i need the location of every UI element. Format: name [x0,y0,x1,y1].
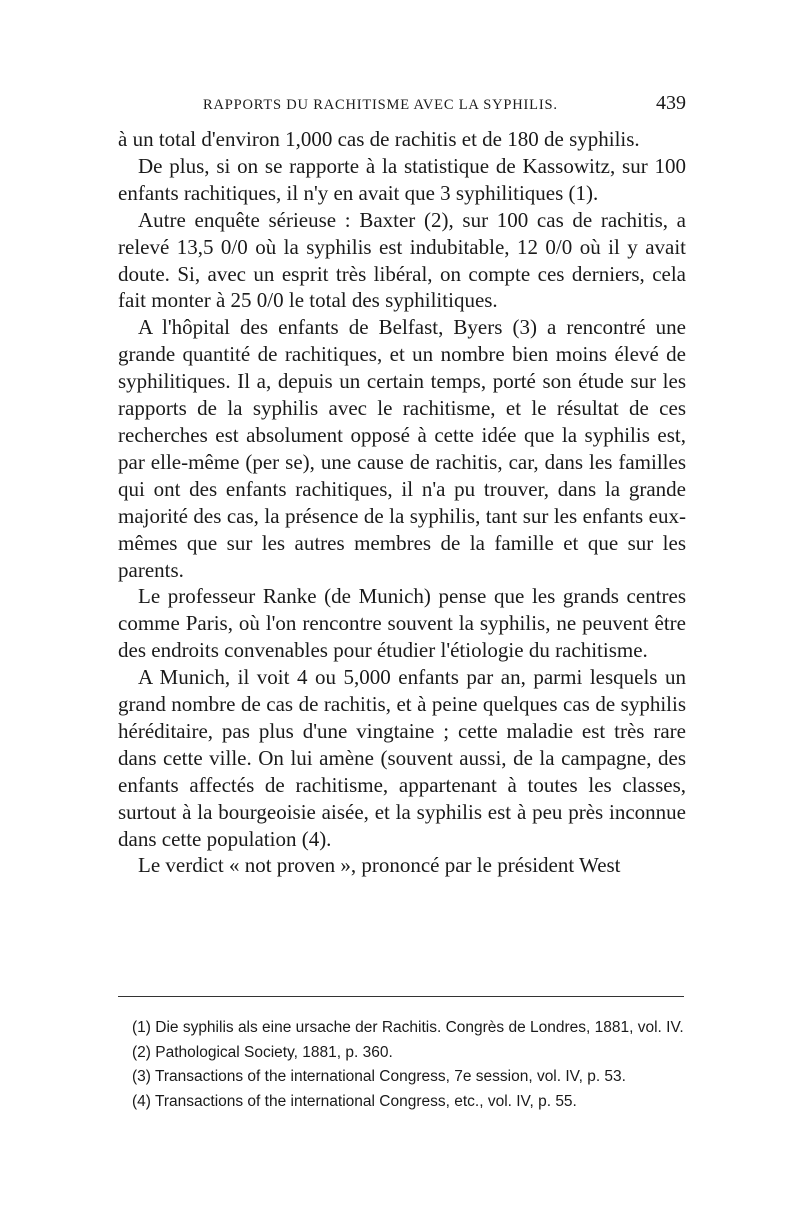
footnote: (4) Transactions of the international Congress, etc., vol. IV, p. 55. [132,1092,577,1110]
running-title: RAPPORTS DU RACHITISME AVEC LA SYPHILIS. [203,97,558,113]
paragraph: Le professeur Ranke (de Munich) pense que les grands centres comme Paris, où l'on rencontre souvent la syphilis, ne peuvent être des endroits convenables pour étudier l'étiologie du rachitisme. [118,584,686,663]
paragraph: De plus, si on se rapporte à la statistique de Kassowitz, sur 100 enfants rachitiques, il n'y en avait que 3 syphilitiques (1). [118,153,686,205]
footnote: (1) Die syphilis als eine ursache der Rachitis. Congrès de Londres, 1881, vol. IV. [132,1019,684,1036]
paragraph: Autre enquête sérieuse : Baxter (2), sur 100 cas de rachitis, a relevé 13,5 0/0 où la syphilis est indubitable, 12 0/0 où il y avait doute. Si, avec un esprit très libéral, on compte ces derniers, cela fait monter à 25 0/0 le total des syphilitiques. [118,207,686,313]
paragraph: A l'hôpital des enfants de Belfast, Byers (3) a rencontré une grande quantité de rachitiques, et un nombre bien moins élevé de syphilitiques. Il a, depuis un certain temps, porté son étude sur les rapports de la syphilis avec le rachitisme, et le résultat de ces recherches est absolument opposé à cette idée que la syphilis est, par elle-même (per se), une cause de rachitis, car, dans les familles qui ont des enfants rachitiques, il n'a pu trouver, dans la grande majorité des cas, la présence de la syphilis, tant sur les enfants eux-mêmes que sur les autres membres de la famille et que sur les parents. [118,315,686,582]
page-header [118,90,688,120]
paragraph: à un total d'environ 1,000 cas de rachitis et de 180 de syphilis. [118,127,640,151]
footnote: (3) Transactions of the international Congress, 7e session, vol. IV, p. 53. [132,1068,626,1086]
footnote: (2) Pathological Society, 1881, p. 360. [132,1043,393,1061]
paragraph: A Munich, il voit 4 ou 5,000 enfants par an, parmi lesquels un grand nombre de cas de rachitis, et à peine quelques cas de syphilis héréditaire, pas plus d'une vingtaine ; cette maladie est très rare dans cette ville. On lui amène (souvent aussi, de la campagne, des enfants affectés de rachitisme, appartenant à toutes les classes, surtout à la bourgeoisie aisée, et la syphilis est à peu près inconnue dans cette population (4). [118,665,686,851]
paragraph: Le verdict « not proven », prononcé par le président West [138,853,621,878]
footnotes [118,1016,684,1114]
page-number: 439 [656,92,686,114]
footnote-divider [118,996,684,997]
body-text [118,126,686,879]
